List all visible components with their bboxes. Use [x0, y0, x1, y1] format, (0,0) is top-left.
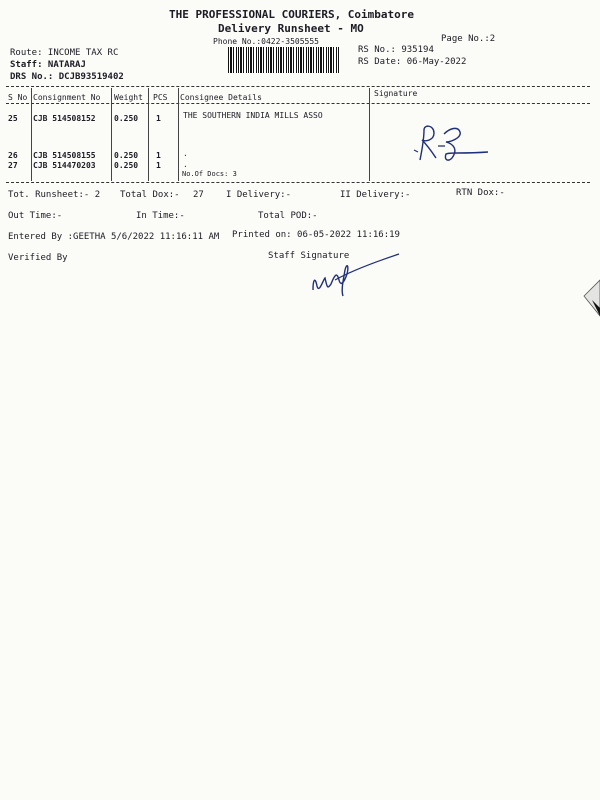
table-bottom-rule — [6, 182, 590, 183]
table-top-rule — [6, 86, 590, 87]
table-header-rule — [6, 103, 590, 104]
row-pcs: 1 — [156, 114, 161, 123]
column-divider — [111, 88, 112, 181]
row-pcs: 1 — [156, 161, 161, 170]
row-weight: 0.250 — [114, 161, 139, 170]
row-sno: 27 — [8, 161, 18, 170]
page-corner-decoration — [576, 278, 600, 318]
document-title: Delivery Runsheet - MO — [218, 22, 364, 35]
total-dox-value: 27 — [193, 190, 204, 200]
out-time: Out Time:- — [8, 211, 63, 221]
total-dox-label: Total Dox:- — [120, 190, 180, 200]
ii-delivery: II Delivery:- — [340, 190, 411, 200]
header-weight: Weight — [114, 93, 143, 102]
total-pod: Total POD:- — [258, 211, 318, 221]
entered-by: Entered By :GEETHA 5/6/2022 11:16:11 AM — [8, 232, 220, 242]
i-delivery: I Delivery:- — [226, 190, 292, 200]
row-pcs: 1 — [156, 151, 161, 160]
no-of-docs: No.Of Docs: 3 — [182, 170, 237, 178]
column-divider — [148, 88, 149, 181]
header-consignment: Consignment No — [33, 93, 101, 102]
column-divider — [31, 88, 32, 181]
row-consignment: CJB 514508152 — [33, 114, 96, 123]
in-time: In Time:- — [136, 211, 185, 221]
row-weight: 0.250 — [114, 151, 139, 160]
verified-by: Verified By — [8, 253, 68, 263]
header-signature: Signature — [374, 89, 418, 98]
row-consignee: . — [183, 160, 188, 169]
company-name: THE PROFESSIONAL COURIERS, Coimbatore — [169, 8, 415, 21]
row-consignment: CJB 514470203 — [33, 161, 96, 170]
header-sno: S No — [8, 93, 28, 102]
column-divider — [178, 88, 179, 181]
staff-signature-image — [305, 250, 405, 300]
row-sno: 26 — [8, 151, 18, 160]
staff-label: Staff: NATARAJ — [10, 60, 86, 70]
page-number: Page No.:2 — [441, 34, 496, 44]
tot-runsheet: Tot. Runsheet:- 2 — [8, 190, 101, 200]
header-consignee: Consignee Details — [180, 93, 262, 102]
row-consignee: THE SOUTHERN INDIA MILLS ASSO — [183, 111, 323, 120]
route-label: Route: INCOME TAX RC — [10, 48, 119, 58]
drs-number: DRS No.: DCJB93519402 — [10, 72, 124, 82]
column-divider — [369, 88, 370, 181]
row-weight: 0.250 — [114, 114, 139, 123]
staff-signature-label: Staff Signature — [268, 251, 350, 261]
rs-date: RS Date: 06-May-2022 — [358, 57, 467, 67]
consignee-signature-image — [400, 120, 500, 170]
rtn-dox: RTN Dox:- — [456, 188, 505, 198]
phone-number: Phone No.:0422-3505555 — [213, 37, 319, 46]
barcode — [228, 47, 340, 73]
row-sno: 25 — [8, 114, 18, 123]
rs-number: RS No.: 935194 — [358, 45, 434, 55]
header-pcs: PCS — [153, 93, 168, 102]
row-consignee: . — [183, 149, 188, 158]
row-consignment: CJB 514508155 — [33, 151, 96, 160]
printed-on: Printed on: 06-05-2022 11:16:19 — [232, 230, 400, 240]
